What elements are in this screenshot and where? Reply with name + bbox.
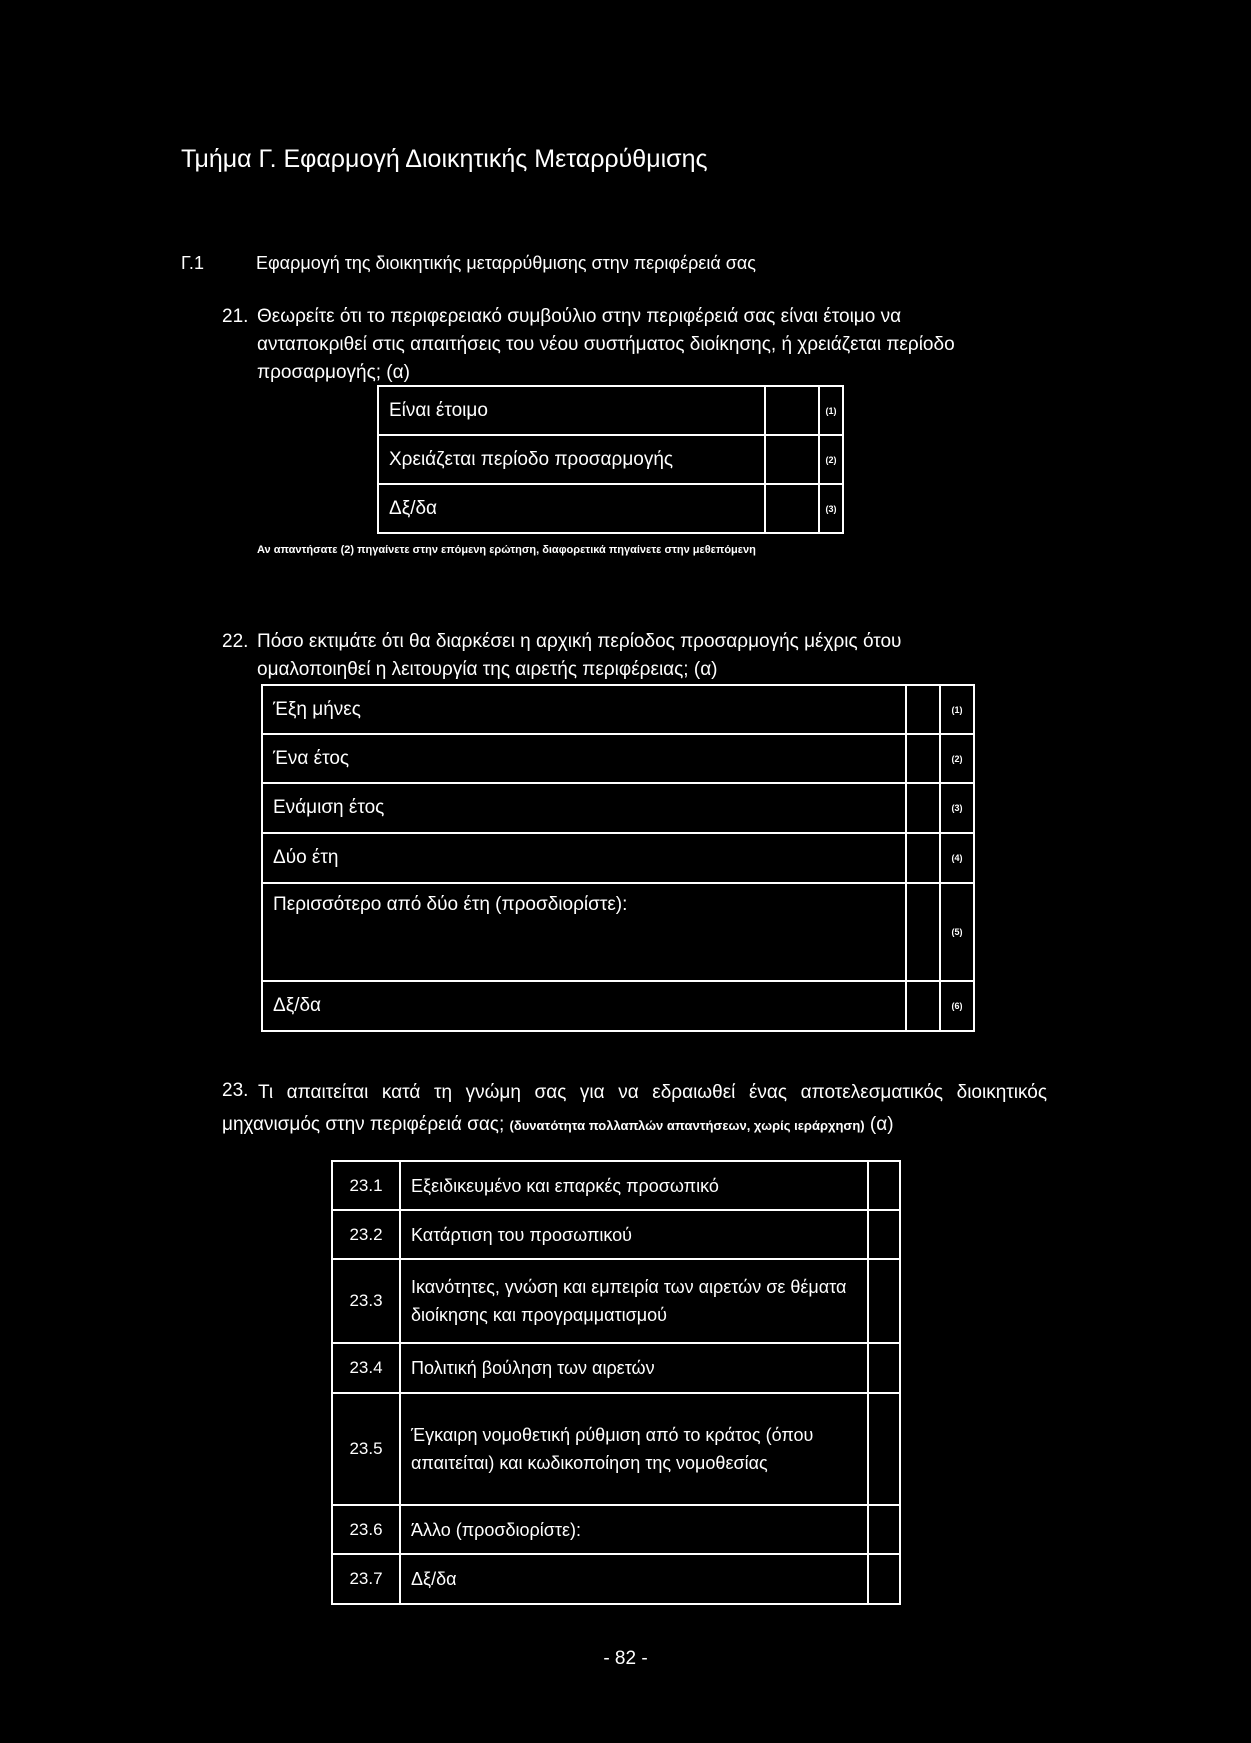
table-row	[332, 1259, 900, 1343]
item-number: 23.7	[332, 1554, 400, 1604]
option-code: (2)	[940, 734, 974, 783]
option-code: (4)	[940, 833, 974, 883]
option-code: (1)	[819, 386, 843, 435]
skip-instruction: Αν απαντήσατε (2) πηγαίνετε στην επόμενη ερώτηση, διαφορετικά πηγαίνετε στην μεθεπόμενη	[257, 544, 756, 556]
option-code: (5)	[940, 883, 974, 981]
table-row	[332, 1393, 900, 1505]
answer-checkbox[interactable]	[765, 435, 819, 484]
answer-checkbox[interactable]	[868, 1505, 900, 1554]
answer-checkbox[interactable]	[868, 1554, 900, 1604]
item-number: 23.1	[332, 1161, 400, 1210]
item-label: Άλλο (προσδιορίστε):	[400, 1505, 868, 1554]
option-label: Χρειάζεται περίοδο προσαρμογής	[378, 435, 765, 484]
item-label: Εξειδικευμένο και επαρκές προσωπικό	[400, 1161, 868, 1210]
table-row	[332, 1505, 900, 1554]
option-row	[262, 734, 974, 783]
item-label: Έγκαιρη νομοθετική ρύθμιση από το κράτος (όπου απαιτείται) και κωδικοποίηση της νομοθεσίας	[400, 1393, 868, 1505]
item-number: 23.5	[332, 1393, 400, 1505]
item-label: Πολιτική βούληση των αιρετών	[400, 1343, 868, 1393]
option-row	[262, 833, 974, 883]
item-number: 23.6	[332, 1505, 400, 1554]
option-label: Ενάμιση έτος	[262, 783, 906, 833]
table-row	[332, 1161, 900, 1210]
item-number: 23.3	[332, 1259, 400, 1343]
subsection-number: Γ.1	[181, 253, 204, 273]
table-row	[332, 1210, 900, 1259]
table-row	[332, 1343, 900, 1393]
question-22-text: Πόσο εκτιμάτε ότι θα διαρκέσει η αρχική περίοδος προσαρμογής μέχρις ότου ομαλοποιηθεί η λειτουργία της αιρετής περιφέρειας; (α)	[257, 631, 902, 680]
answer-checkbox[interactable]	[868, 1161, 900, 1210]
table-row	[332, 1554, 900, 1604]
option-row	[378, 484, 843, 533]
question-23-items	[331, 1160, 901, 1605]
option-row	[262, 685, 974, 734]
option-code: (1)	[940, 685, 974, 734]
option-label: Έξη μήνες	[262, 685, 906, 734]
question-23-main: Τι απαιτείται κατά τη γνώμη σας για να εδραιωθεί ένας αποτελεσματικός διοικητικός μηχανισμός στην περιφέρειά σας;	[222, 1082, 1047, 1135]
option-label: Ένα έτος	[262, 734, 906, 783]
answer-checkbox[interactable]	[868, 1393, 900, 1505]
item-label: Κατάρτιση του προσωπικού	[400, 1210, 868, 1259]
answer-checkbox[interactable]	[906, 833, 940, 883]
question-21-number: 21.	[222, 306, 249, 327]
answer-checkbox[interactable]	[868, 1210, 900, 1259]
section-title: Τμήμα Γ. Εφαρμογή Διοικητικής Μεταρρύθμισης	[181, 145, 708, 173]
question-23-note: (δυνατότητα πολλαπλών απαντήσεων, χωρίς ιεράρχηση)	[509, 1118, 865, 1133]
option-code: (2)	[819, 435, 843, 484]
option-row	[378, 435, 843, 484]
item-number: 23.4	[332, 1343, 400, 1393]
option-row	[262, 783, 974, 833]
answer-checkbox[interactable]	[906, 883, 940, 981]
option-code: (3)	[940, 783, 974, 833]
option-label: Δξ/δα	[262, 981, 906, 1031]
option-row	[262, 981, 974, 1031]
option-label: Δξ/δα	[378, 484, 765, 533]
answer-checkbox[interactable]	[868, 1343, 900, 1393]
answer-checkbox[interactable]	[765, 386, 819, 435]
option-label: Περισσότερο από δύο έτη (προσδιορίστε):	[262, 883, 906, 981]
subsection-title: Εφαρμογή της διοικητικής μεταρρύθμισης στην περιφέρειά σας	[256, 253, 756, 273]
question-22-number: 22.	[222, 631, 249, 652]
question-23-text	[222, 1077, 1047, 1142]
question-21-text: Θεωρείτε ότι το περιφερειακό συμβούλιο στην περιφέρειά σας είναι έτοιμο να ανταποκριθεί στις απαιτήσεις του νέου συστήματος διοίκησης, ή χρειάζεται περίοδο προσαρμογής; (α)	[257, 306, 955, 383]
question-23-end: (α)	[869, 1114, 894, 1135]
option-code: (3)	[819, 484, 843, 533]
answer-checkbox[interactable]	[906, 685, 940, 734]
option-label: Είναι έτοιμο	[378, 386, 765, 435]
question-23-number: 23.	[222, 1080, 249, 1101]
option-row	[262, 883, 974, 981]
question-21-options	[377, 385, 844, 534]
item-label: Δξ/δα	[400, 1554, 868, 1604]
answer-checkbox[interactable]	[906, 981, 940, 1031]
option-code: (6)	[940, 981, 974, 1031]
item-label: Ικανότητες, γνώση και εμπειρία των αιρετών σε θέματα διοίκησης και προγραμματισμού	[400, 1259, 868, 1343]
answer-checkbox[interactable]	[906, 734, 940, 783]
answer-checkbox[interactable]	[868, 1259, 900, 1343]
answer-checkbox[interactable]	[906, 783, 940, 833]
question-22-options	[261, 684, 975, 1032]
answer-checkbox[interactable]	[765, 484, 819, 533]
option-row	[378, 386, 843, 435]
item-number: 23.2	[332, 1210, 400, 1259]
page-number: - 82 -	[603, 1648, 648, 1669]
option-label: Δύο έτη	[262, 833, 906, 883]
